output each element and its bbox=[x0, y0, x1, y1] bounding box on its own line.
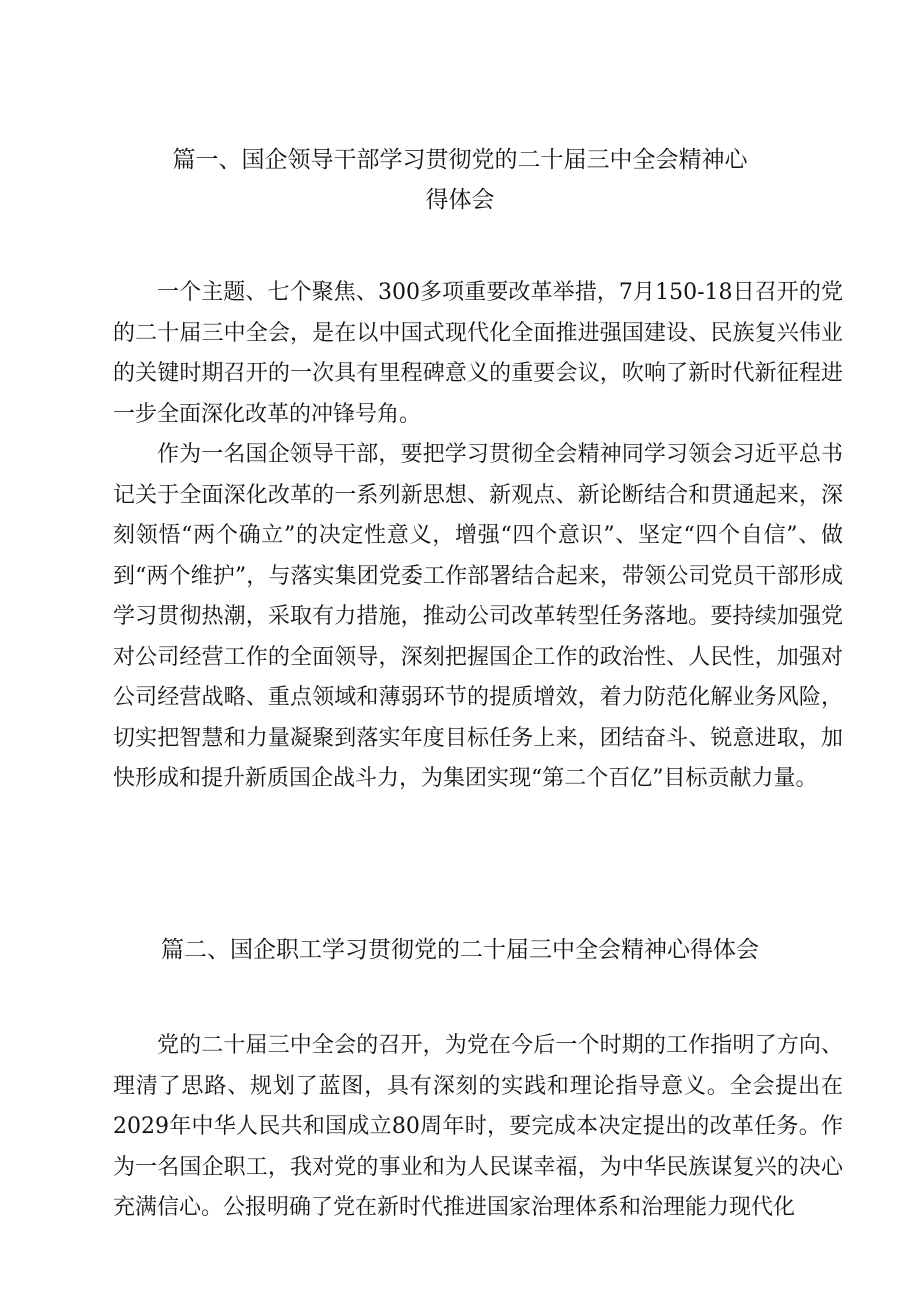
article2-paragraph-1: 党的二十届三中全会的召开，为党在今后一个时期的工作指明了方向、理清了思路、规划了蓝图，具有深刻的实践和理论指导意义。全会提出在2029年中华人民共和国成立80周年时，要完成本决定提出的改革任务。作为一名国企职工，我对党的事业和为人民谋幸福，为中华民族谋复兴的决心充满信心。公报明确了党在新时代推进国家治理体系和治理能力现代化 bbox=[113, 1033, 843, 1220]
article1-body bbox=[113, 273, 843, 800]
article1-title bbox=[110, 140, 810, 220]
article2-title: 篇二、国企职工学习贯彻党的二十届三中全会精神心得体会 bbox=[161, 937, 759, 963]
article1-title-line1: 篇一、国企领导干部学习贯彻党的二十届三中全会精神心 bbox=[172, 147, 748, 173]
article1-paragraph-2: 作为一名国企领导干部，要把学习贯彻全会精神同学习领会习近平总书记关于全面深化改革的一系列新思想、新观点、新论断结合和贯通起来，深刻领悟“两个确立”的决定性意义，增强“四个意识”、坚定“四个自信”、做到“两个维护”，与落实集团党委工作部署结合起来，带领公司党员干部形成学习贯彻热潮，采取有力措施，推动公司改革转型任务落地。要持续加强党对公司经营工作的全面领导，深刻把握国企工作的政治性、人民性，加强对公司经营战略、重点领域和薄弱环节的提质增效，着力防范化解业务风险，切实把智慧和力量凝聚到落实年度目标任务上来，团结奋斗、锐意进取，加快形成和提升新质国企战斗力，为集团实现“第二个百亿”目标贡献力量。 bbox=[113, 442, 843, 791]
article1-title-line2: 得体会 bbox=[425, 187, 495, 213]
article1-paragraph-1: 一个主题、七个聚焦、300多项重要改革举措，7月150-18日召开的党的二十届三中全会，是在以中国式现代化全面推进强国建设、民族复兴伟业的关键时期召开的一次具有里程碑意义的重要会议，吹响了新时代新征程进一步全面深化改革的冲锋号角。 bbox=[113, 280, 843, 427]
article2-body bbox=[113, 1026, 843, 1229]
